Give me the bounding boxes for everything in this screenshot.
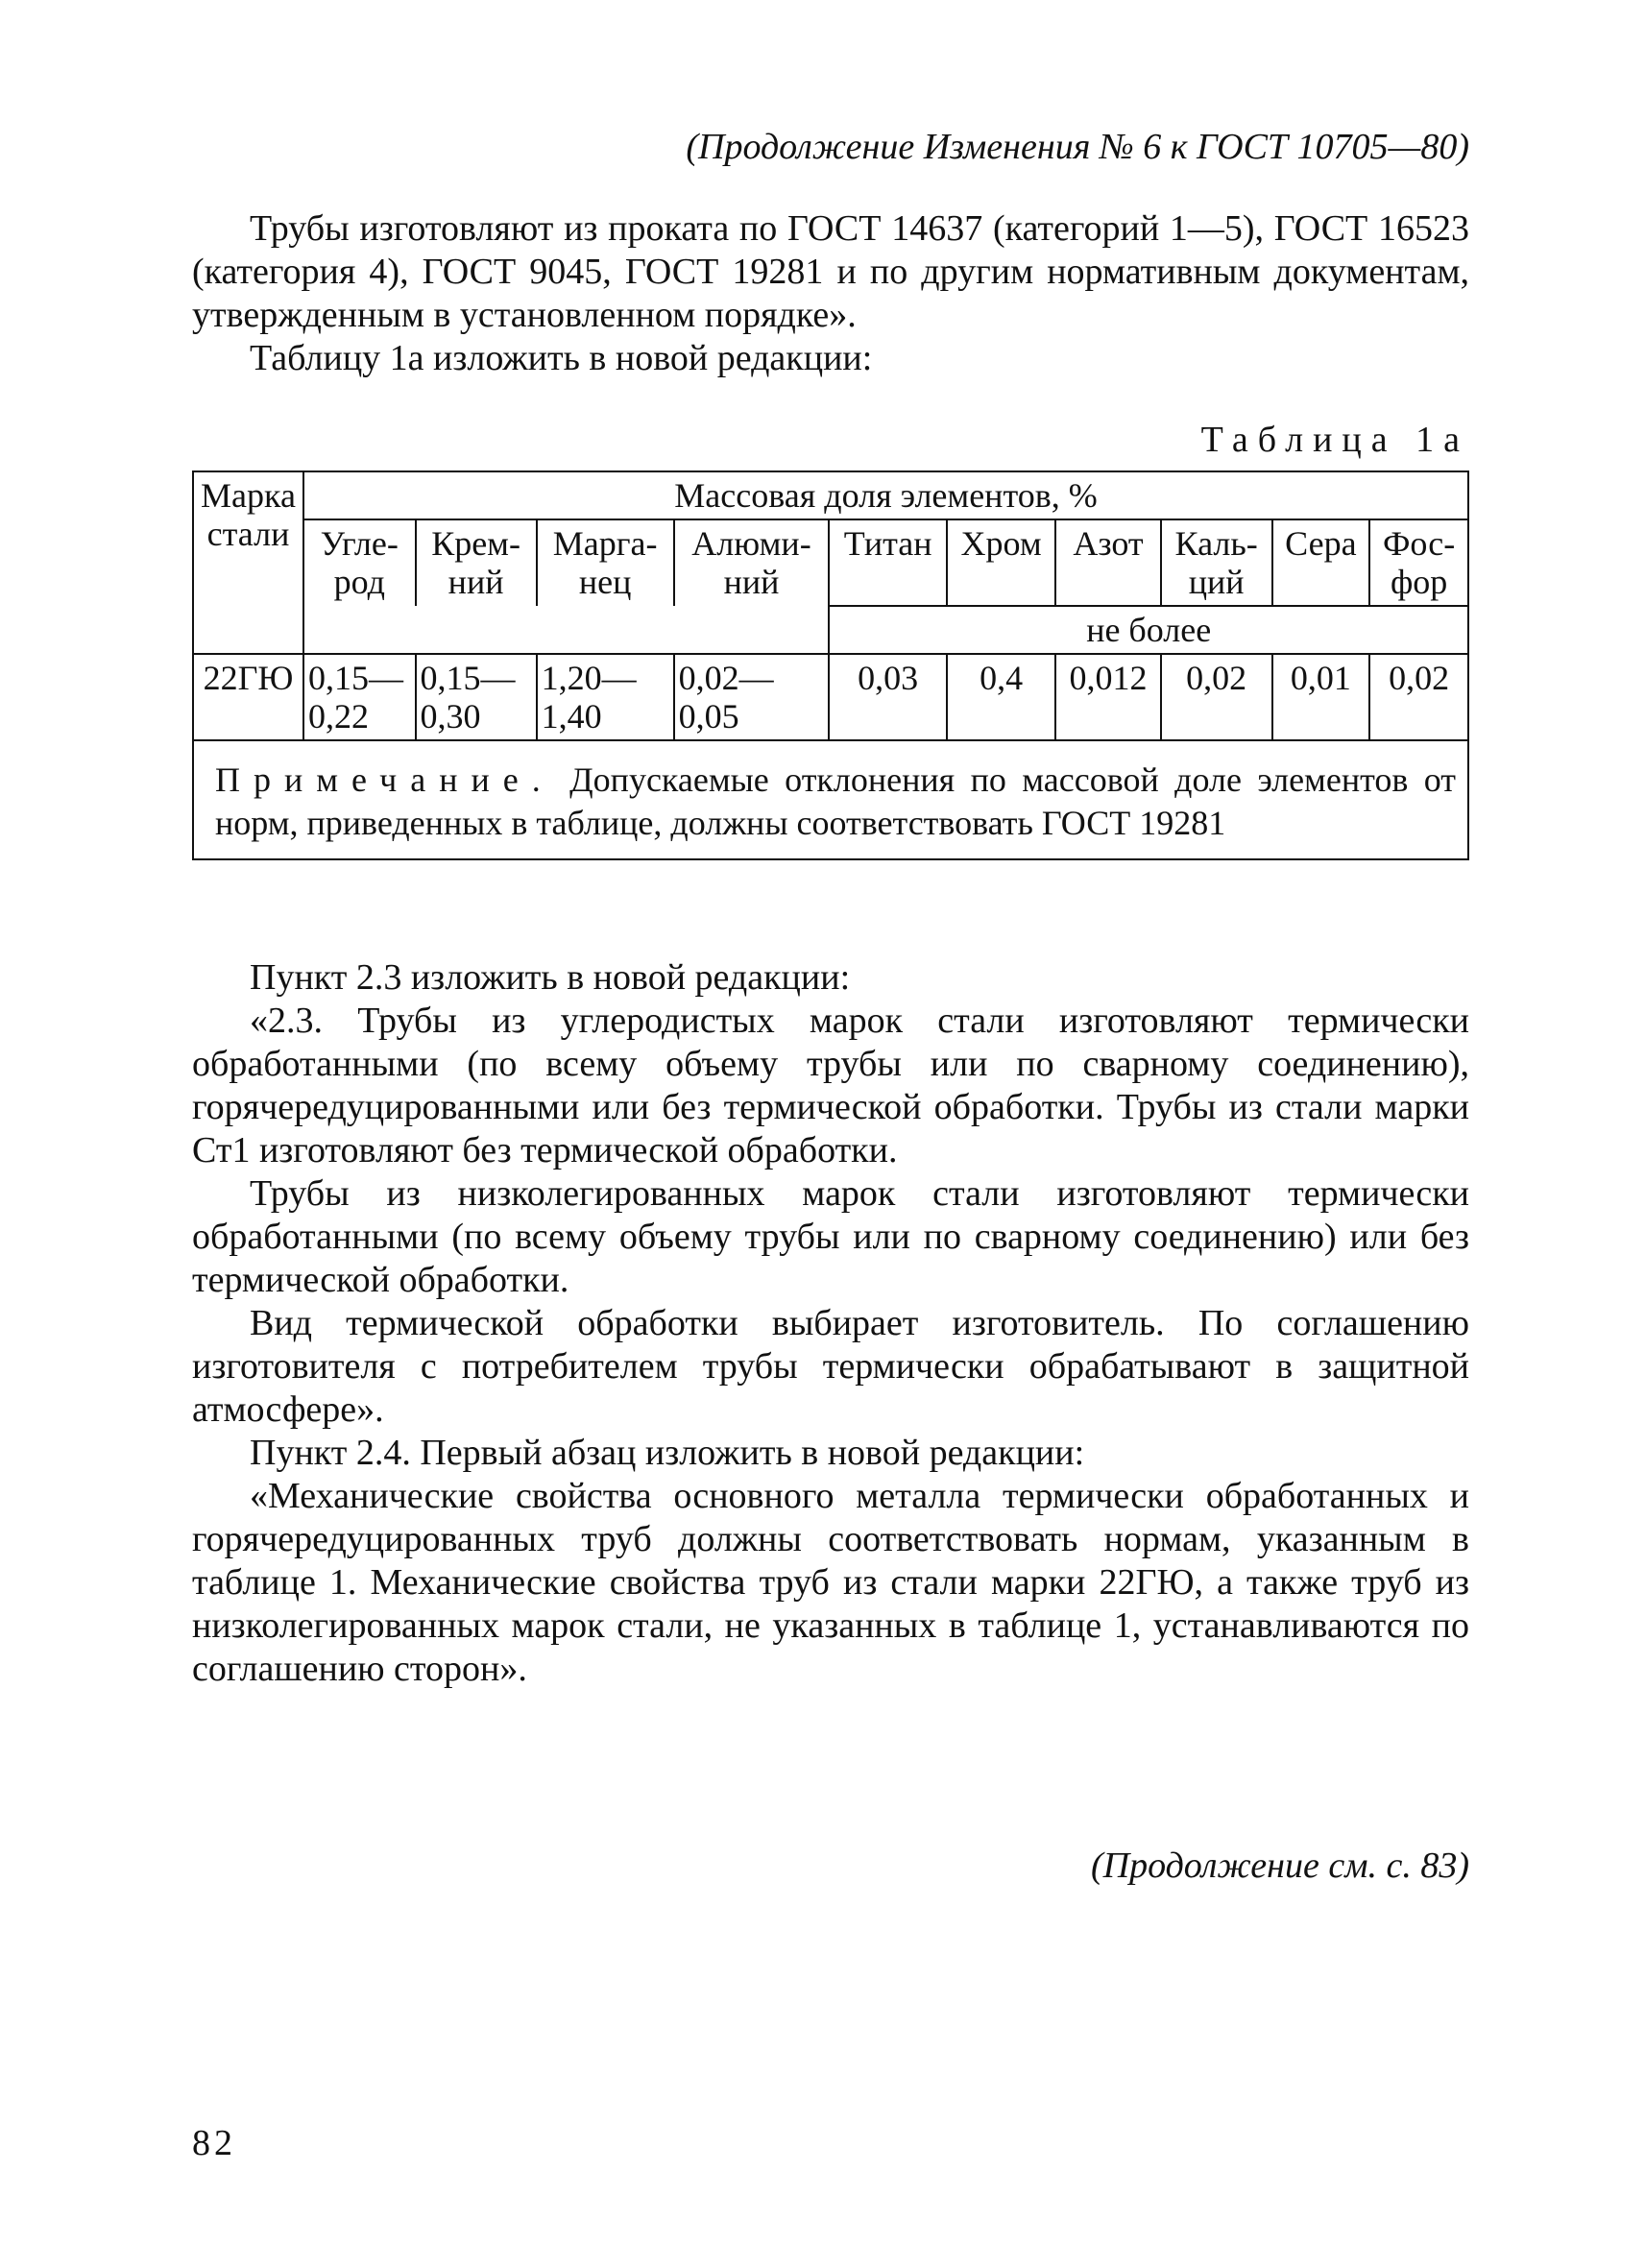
element-value-cell [1369,654,1468,740]
element-header-line1: Хром [960,524,1042,563]
table-note [193,740,1468,859]
group-header: Массовая доля элементов, % [303,471,1468,519]
paragraph: Трубы изготовляют из проката по ГОСТ 14637 (категорий 1—5), ГОСТ 16523 (категория 4), ГОСТ 9045, ГОСТ 19281 и по другим нормативным документам, утвержденным в установленном порядке». [192,208,1469,335]
element-header-cell [1055,519,1161,606]
element-header-line1: Угле- [320,524,399,563]
element-value-cell [1161,654,1272,740]
element-value-line1: 0,02— [678,659,774,697]
element-value-cell [303,654,416,740]
element-value-line1: 0,01 [1290,659,1351,697]
element-header-line1: Фос- [1382,524,1456,563]
element-value-cell [674,654,830,740]
paragraph: Вид термической обработки выбирает изготовитель. По соглашению изготовителя с потребителем трубы термически обрабатывают в защитной атмосфере». [192,1303,1469,1430]
element-value-line1: 0,02 [1186,659,1247,697]
element-header-cell [829,519,947,606]
document-page [192,125,1469,1887]
element-header-line1: Алюми- [691,524,811,563]
element-value-cell [416,654,537,740]
paragraph: Пункт 2.4. Первый абзац изложить в новой редакции: [250,1433,1085,1473]
grade-header-line2: стали [206,515,290,553]
paragraph: «Механические свойства основного металла термически обработанных и горячередуцированных труб должны соответствовать нормам, указанным в таблице 1. Механические свойства труб из стали марки 22ГЮ, а также труб из низколегированных марок стали, не указанных в таблице 1, устанавливаются по соглашению сторон». [192,1476,1469,1689]
element-value-line2: 0,05 [678,697,739,736]
grade-header-cell [193,471,303,654]
element-value-cell [947,654,1055,740]
element-header-line1: Азот [1073,524,1144,563]
element-header-line1: Каль- [1174,524,1258,563]
paragraph: Таблицу 1а изложить в новой редакции: [250,338,873,378]
continuation-note: (Продолжение см. с. 83) [1090,1846,1469,1886]
element-header-cell [416,519,537,606]
note-label: Примечание. [215,760,554,799]
element-value-line1: 0,02 [1389,659,1450,697]
page-header: (Продолжение Изменения № 6 к ГОСТ 10705—80) [686,127,1469,167]
element-header-line2: ций [1188,563,1245,601]
element-value-line1: 0,012 [1069,659,1148,697]
element-value-line2: 0,22 [308,697,369,736]
element-value-line1: 1,20— [541,659,637,697]
element-header-cell [947,519,1055,606]
element-value-line1: 0,15— [308,659,403,697]
element-header-line2: фор [1390,563,1448,601]
element-value-line1: 0,03 [858,659,919,697]
element-value-cell [829,654,947,740]
element-header-line1: Крем- [431,524,520,563]
grade-value: 22ГЮ [193,654,303,740]
element-header-line1: Титан [843,524,932,563]
element-header-line2: нец [578,563,632,601]
element-value-line1: 0,4 [980,659,1024,697]
composition-table [192,470,1469,860]
element-value-line1: 0,15— [420,659,516,697]
element-value-line2: 1,40 [541,697,602,736]
element-value-cell [1272,654,1370,740]
max-label: не более [829,606,1468,654]
element-value-cell [537,654,674,740]
element-header-line2: ний [448,563,504,601]
page-number: 82 [192,2123,236,2163]
element-header-cell [537,519,674,606]
element-header-line2: ний [723,563,780,601]
grade-header-line1: Марка [201,476,296,515]
element-header-cell [1272,519,1370,606]
paragraph: Пункт 2.3 изложить в новой редакции: [250,957,851,998]
paragraph: Трубы из низколегированных марок стали изготовляют термически обработанными (по всему объему трубы или по сварному соединению) или без термической обработки. [192,1173,1469,1300]
table-caption: Таблица 1а [1200,420,1469,460]
element-header-line1: Марга- [552,524,658,563]
element-value-cell [1055,654,1161,740]
paragraph: «2.3. Трубы из углеродистых марок стали изготовляют термически обработанными (по всему объему трубы или по сварному соединению), горячередуцированными или без термической обработки. Трубы из стали марки Ст1 изготовляют без термической обработки. [192,1001,1469,1170]
element-header-cell [674,519,830,606]
element-header-line2: род [333,563,385,601]
element-header-cell [303,519,416,606]
note-text: Допускаемые отклонения по массовой доле элементов от норм, приведенных в таблице, должны соответствовать ГОСТ 19281 [215,760,1456,842]
max-spacer-cell [303,606,829,654]
element-value-line2: 0,30 [420,697,481,736]
element-header-line1: Сера [1285,524,1357,563]
element-header-cell [1369,519,1468,606]
element-header-cell [1161,519,1272,606]
